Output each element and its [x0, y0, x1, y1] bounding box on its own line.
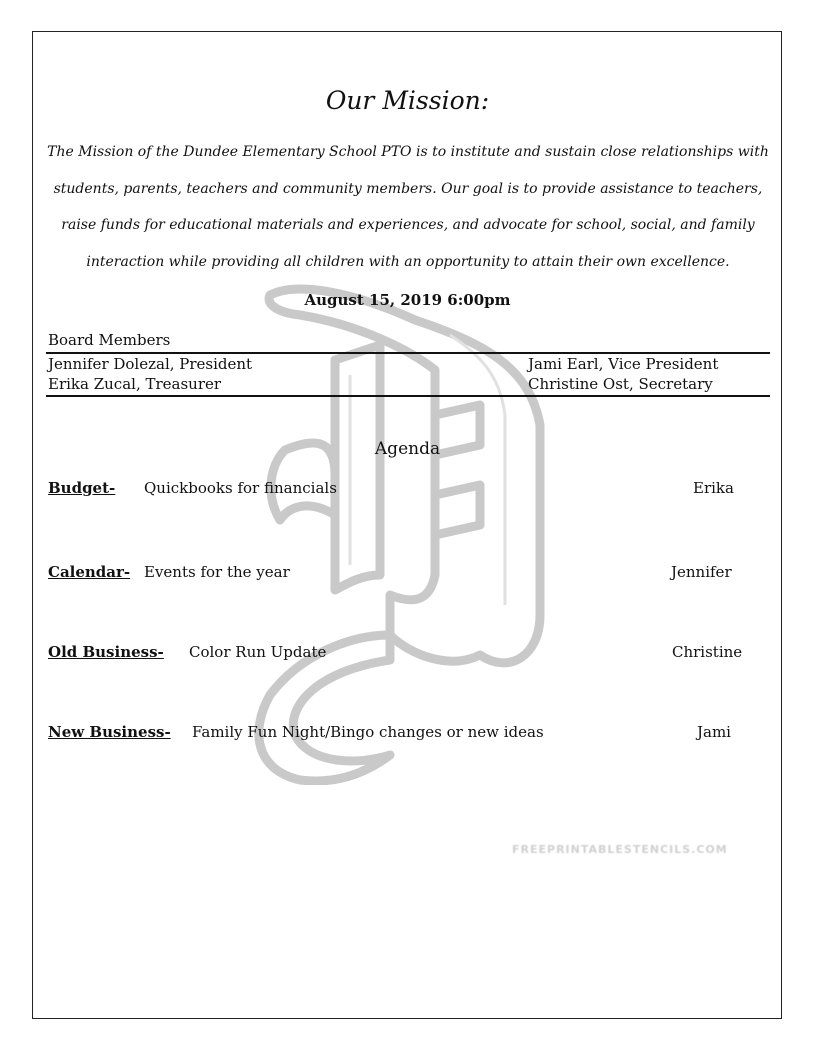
- agenda-item-label: Budget-: [48, 479, 116, 497]
- agenda-item-owner: Erika: [693, 479, 734, 497]
- agenda-item-label: Old Business-: [48, 643, 164, 661]
- agenda-item-label: Calendar-: [48, 563, 131, 581]
- mission-text: The Mission of the Dundee Elementary School PTO is to institute and sustain close relationships with students, parents, teachers and community members. Our goal is to provide assistance to teachers, raise funds for educational materials and experiences, and advocate for school, social, and family interaction while providing all children with an opportunity to attain their own excellence.: [47, 144, 769, 270]
- agenda-item-owner: Christine: [672, 643, 743, 661]
- agenda-title: Agenda: [374, 439, 441, 459]
- agenda-item-label: New Business-: [48, 723, 171, 741]
- mission-title: Our Mission:: [325, 86, 490, 115]
- agenda-item-topic: Family Fun Night/Bingo changes or new ideas: [192, 723, 544, 741]
- board-members-label: Board Members: [48, 331, 171, 349]
- board-member: Christine Ost, Secretary: [528, 375, 713, 393]
- board-member: Jami Earl, Vice President: [528, 355, 719, 373]
- board-member: Erika Zucal, Treasurer: [48, 375, 222, 393]
- meeting-date: August 15, 2019 6:00pm: [304, 291, 511, 309]
- agenda-item-owner: Jennifer: [671, 563, 732, 581]
- agenda-item-owner: Jami: [697, 723, 731, 741]
- divider: [46, 395, 770, 397]
- divider: [46, 352, 770, 354]
- watermark-text: FREEPRINTABLESTENCILS.COM: [512, 843, 728, 856]
- agenda-item-topic: Color Run Update: [189, 643, 327, 661]
- agenda-item-topic: Events for the year: [144, 563, 290, 581]
- agenda-item-topic: Quickbooks for financials: [144, 479, 337, 497]
- board-member: Jennifer Dolezal, President: [48, 355, 253, 373]
